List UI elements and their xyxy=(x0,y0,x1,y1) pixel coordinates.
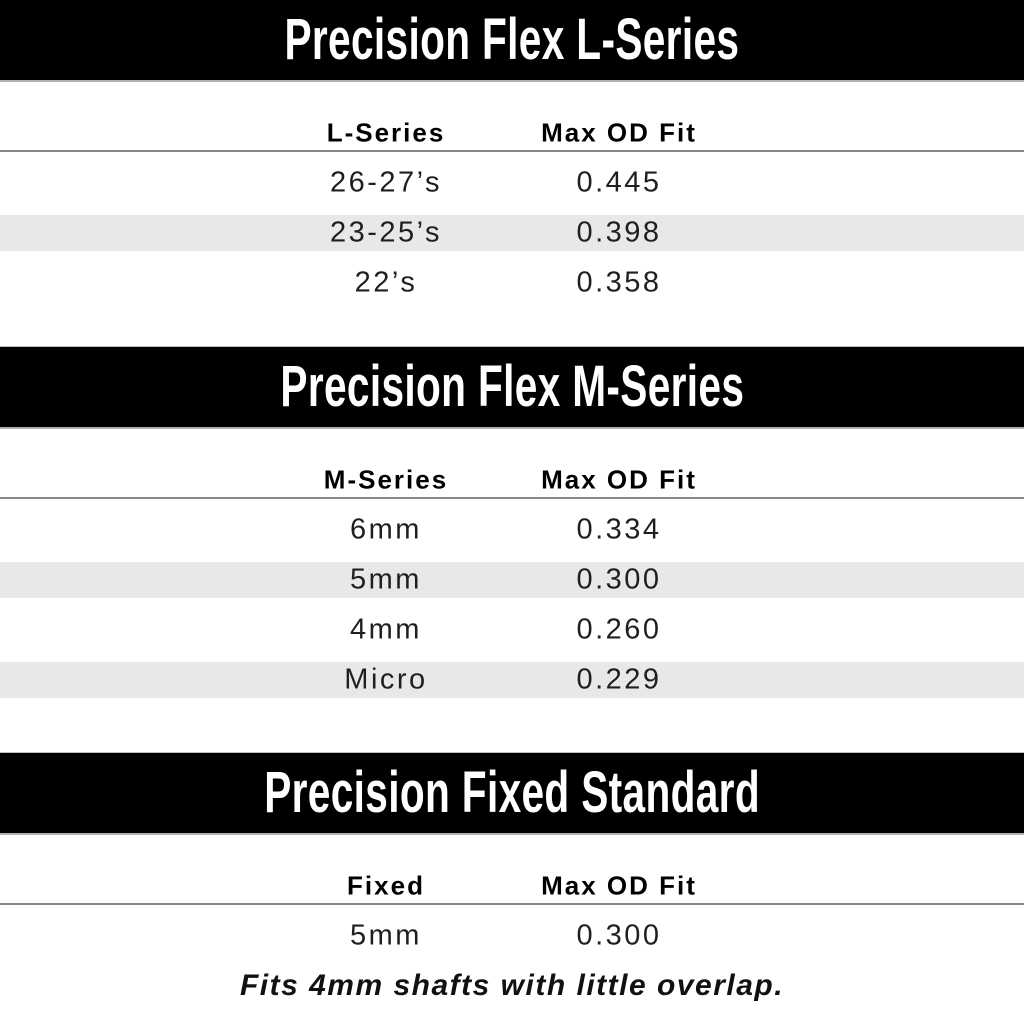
table-row xyxy=(0,911,1024,961)
section-title-banner xyxy=(0,752,1024,835)
section-m-series xyxy=(0,346,1024,705)
section-title-banner xyxy=(0,0,1024,82)
header-divider xyxy=(0,903,1024,905)
series-cell: 5mm xyxy=(350,919,422,952)
series-table xyxy=(0,505,1024,705)
table-row xyxy=(0,505,1024,555)
series-cell: 4mm xyxy=(350,613,422,646)
table-row xyxy=(0,258,1024,308)
series-cell: Micro xyxy=(344,663,428,696)
table-row xyxy=(0,655,1024,705)
table-row xyxy=(0,605,1024,655)
max-od-cell: 0.445 xyxy=(576,166,662,199)
section-spacer xyxy=(0,705,1024,752)
max-od-cell: 0.300 xyxy=(576,563,662,596)
series-cell: 6mm xyxy=(350,513,422,546)
column-header-max-od: Max OD Fit xyxy=(541,870,697,901)
section-title: Precision Fixed Standard xyxy=(264,760,760,825)
table-header-row xyxy=(0,463,1024,497)
table-header-row xyxy=(0,869,1024,903)
table-row xyxy=(0,158,1024,208)
max-od-cell: 0.260 xyxy=(576,613,662,646)
section-title-banner xyxy=(0,346,1024,429)
max-od-cell: 0.358 xyxy=(576,266,662,299)
series-cell: 22’s xyxy=(354,266,418,299)
section-title: Precision Flex L-Series xyxy=(284,7,740,72)
header-divider xyxy=(0,150,1024,152)
fit-note: Fits 4mm shafts with little overlap. xyxy=(239,969,785,1002)
column-header-max-od: Max OD Fit xyxy=(541,117,697,148)
max-od-cell: 0.334 xyxy=(576,513,662,546)
series-cell: 5mm xyxy=(350,563,422,596)
series-table xyxy=(0,158,1024,308)
table-row xyxy=(0,208,1024,258)
column-header-series: M-Series xyxy=(323,464,449,495)
section-spacer xyxy=(0,308,1024,346)
section-l-series xyxy=(0,0,1024,308)
max-od-cell: 0.300 xyxy=(576,919,662,952)
column-header-series: L-Series xyxy=(326,117,446,148)
column-header-fixed: Fixed xyxy=(347,870,425,901)
table-row xyxy=(0,555,1024,605)
column-header-max-od: Max OD Fit xyxy=(541,464,697,495)
series-cell: 23-25’s xyxy=(329,216,443,249)
table-header-row xyxy=(0,116,1024,150)
series-cell: 26-27’s xyxy=(329,166,443,199)
series-table xyxy=(0,911,1024,961)
section-title: Precision Flex M-Series xyxy=(280,354,744,419)
section-fixed-standard xyxy=(0,752,1024,1011)
header-divider xyxy=(0,497,1024,499)
max-od-cell: 0.398 xyxy=(576,216,662,249)
max-od-cell: 0.229 xyxy=(576,663,662,696)
